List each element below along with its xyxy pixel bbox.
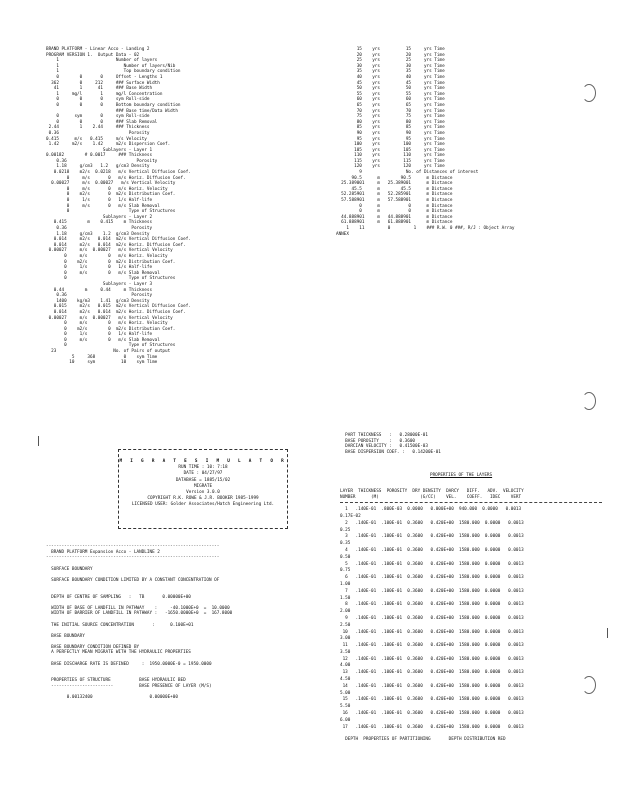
output-line: 9 No. of Distances of interest [336,170,479,176]
summary-line: WIDTH OF BARRIER OF LANDFILL IN PATHWAY : -1650.0000E+0 = 167.8000 [46,611,233,617]
output-line: 0 m2/s 0 m2/s Distribution Coef. [46,326,176,332]
output-line: 5 368 0 sym Time [46,354,158,360]
output-line: 85 yrs 85 yrs Time [336,125,445,131]
output-line: 75 yrs 75 yrs Time [336,114,445,120]
output-line: 41 1 41 ### Base Width [46,86,153,92]
layer-properties-bottom-right [340,433,602,743]
output-line: 44.888901 m 44.888901 m Distance [336,214,453,220]
output-line: 1 mg/l 1 mg/l Concentration [46,91,163,97]
output-line: 0.014 m2/s 0.014 m2/s Horiz. Diffusion Coef. [46,242,186,248]
output-line: 0 Type of Structures [46,276,176,282]
summary-line: BRAND PLATFORM Expansion Acco - LANDLINE 2 [46,549,160,555]
input-echo-top-right [336,47,598,237]
banner-license: LICENSED USER: Golder Associates/Hatch Engineering Ltd. [131,502,275,508]
banner-database: DATABASE = 1885/15/02 [175,477,231,483]
output-line: 0.415 m/s 0.415 m/s Velocity [46,136,147,142]
output-line: 0 0 0 sym Roll-side [46,97,150,103]
summary-bottom-left [46,533,306,701]
output-line: 15 yrs 15 yrs Time [336,47,445,52]
section-title: PROPERTIES OF THE LAYERS [430,473,493,479]
output-line: 70 yrs 70 yrs Time [336,108,445,114]
margin-tick [38,436,39,446]
output-line: 1 Number of layers [46,58,158,64]
summary-line: ------------------------ BASE PRESENCE OF LAYER (M/S) [46,684,212,690]
output-line: 0 m/s 0 m/s Horiz. Velocity [46,321,168,327]
summary-line: WIDTH OF BASE OF LANDFILL IN PATHWAY : -40.1000E+0 = 10.0000 [46,605,230,611]
output-line: 50 yrs 50 yrs Time [336,86,445,92]
summary-line: BASE BOUNDARY CONDITION DEFINED BY [46,644,140,650]
output-line: 0 sym 0 sym Roll-side [46,114,150,120]
summary-line: BASE BOUNDARY [46,633,85,639]
output-line: 25.389001 m 25.389001 m Distance [336,181,453,187]
table-row: 4 .140E-01 .100E-01 0.3600 0.420E+00 1580.000 0.0000 0.0013 [340,547,524,553]
output-line: 0 0 0 Bottom boundary condition [46,102,181,108]
output-line: 45 yrs 45 yrs Time [336,80,445,86]
output-line: 0.00182 # 0.0017 ### Thickness [46,153,153,159]
table-row: 8 .140E-01 .100E-01 0.3600 0.420E+00 1580.000 0.0000 0.0013 [340,602,524,608]
table-row: 6 .140E-01 .100E-01 0.3600 0.420E+00 1580.000 0.0000 0.0013 [340,575,524,581]
table-row: 10 .140E-01 .100E-01 0.3600 0.420E+00 1580.000 0.0000 0.0013 [340,629,524,635]
output-line: 95 yrs 95 yrs Time [336,136,445,142]
output-line: 0.00027 m/s 0.00027 m/s Vertical Velocity [46,248,173,254]
summary-line: SURFACE BOUNDARY CONDITION LIMITED BY A CONSTANT CONCENTRATION OF [46,577,220,583]
output-line: 0 1/s 0 1/s Half-life [46,332,153,338]
output-line: 0 m2/s 0 m2/s Distribution Coef. [46,192,176,198]
output-line: ANNEX [336,231,349,237]
output-line: 0.0218 m2/s 0.0218 m/s Vertical Diffusion Coef. [46,170,191,176]
summary-line: SURFACE BOUNDARY [46,566,93,572]
table-row: 12 .140E-01 .100E-01 0.3600 0.420E+00 1580.000 0.0000 0.0013 [340,656,524,662]
table-row: 13 .140E-01 .100E-01 0.3600 0.420E+00 1580.000 0.0000 0.0013 [340,670,524,676]
output-line: 0.015 m2/s 0.015 m2/s Vertical Diffusion Coef. [46,304,191,310]
table-row: 4.50 [340,677,351,683]
output-line: 0 0 0 ### Slab Removal [46,119,158,125]
summary-line: THE INITIAL SOURCE CONCENTRATION : 0.100E+01 [46,622,194,628]
output-line: 0 1/s 0 1/s Half-life [46,198,153,204]
punch-hole-mark [582,392,596,410]
output-line: 110 yrs 110 yrs Time [336,153,445,159]
banner-module: MIGRATE [193,483,213,489]
table-row: 0.75 [340,568,351,574]
output-line: 65 yrs 65 yrs Time [336,102,445,108]
output-line: BRAND PLATFORM - Linear Acco - Landing 2 [46,47,150,52]
header-line: PART THICKNESS : 0.28000E-01 [340,433,428,438]
output-line: 23 No. of Pairs of output [46,349,171,355]
output-line: 0 m/s 0 m/s Horiz. Velocity [46,253,168,259]
table-row: 0.35 [340,541,351,547]
output-line: 0.36 Porosity [46,158,158,164]
output-line: 0.36 Porosity [46,130,150,136]
output-line: 0 Type of Structures [46,343,176,349]
output-line: 90.5 m 90.5 m Distance [336,175,453,181]
output-line: 45.5 m 45.5 m Distance [336,186,453,192]
table-column-header: LAYER THICKNESS POROSITY DRY DENSITY DARCY DIFF. ADV. VELOCITY [340,488,524,494]
table-row: 4.00 [340,663,351,669]
output-line: 0 m/s 0 m/s Slab Removal [46,203,160,209]
table-row: 2.00 [340,609,351,615]
output-line: 0.014 m2/s 0.014 m2/s Vertical Diffusion Coef. [46,237,191,243]
output-line: ### Base time/Data Width [46,108,178,114]
output-line: 1 Number of layers/Nib [46,63,176,69]
table-row: 5 .140E-01 .100E-01 0.3600 0.420E+00 1580.000 0.0000 0.0013 [340,561,524,567]
output-line: 0 m2/s 0 m2/s Distribution Coef. [46,259,176,265]
output-line: 0.00027 m/s 0.00027 m/s Vertical Velocity [46,315,173,321]
banner-title: M I G R A T E S I M U L A T O R [119,459,287,464]
table-row: 6.00 [340,717,351,723]
output-line: Sublayers - Layer 3 [46,281,153,287]
table-column-header: NUMBER (M) (G/CC) VEL. COEFF. IDEC VERT [340,494,522,500]
table-row: 0.25 [340,527,351,533]
table-row: 9 .140E-01 .100E-01 0.3600 0.420E+00 1580.000 0.0000 0.0013 [340,615,524,621]
output-line: 35 yrs 35 yrs Time [336,69,445,75]
output-line: 2.44 1 2.44 ### Thickness [46,125,150,131]
table-rule [340,502,602,503]
banner-run-time: RUN TIME : 10: 7:18 [178,465,228,471]
summary-line: DEPTH OF CENTRE OF SAMPLING : TB 0.00000E+00 [46,594,191,600]
output-line: 0 m 0 m Distance [336,209,453,215]
table-row: 1.00 [340,581,351,587]
footer-line: DEPTH PROPERTIES OF PARTITIONING DEPTH DISTRIBUTION RED [340,737,506,743]
summary-line: A PERFECTLY MEAN MIGRATE WITH THE HYDRAULIC PROPERTIES [46,650,191,656]
output-line: 1.18 g/cm3 1.2 g/cm3 Density [46,231,150,237]
table-row: 3 .140E-01 .100E-01 0.3600 0.420E+00 1580.000 0.0000 0.0013 [340,534,524,540]
margin-tick [607,628,608,638]
output-line: 0 0 0 Offset - Lengths 1 [46,74,163,80]
output-line: 52.285901 m 52.285901 m Distance [336,192,453,198]
output-line: 1 11 0 1 ### R.W. 0 ###, R/J : Object Array [336,226,515,231]
output-line: 100 yrs 100 yrs Time [336,142,445,148]
table-row: 17 .140E-01 .100E-01 0.3600 0.420E+00 1580.000 0.0000 0.0013 [340,724,524,730]
table-row: 1.50 [340,595,351,601]
punch-hole-mark [582,676,596,694]
punch-hole-mark [582,84,596,102]
output-line: 20 yrs 20 yrs Time [336,52,445,58]
output-line: PROGRAM VERSION 1. Output Data - 02 [46,52,140,58]
summary-line: BASE DISCHARGE RATE IS DEFINED : 1950.0000E-0 = 1950.0000 [46,661,212,667]
migrate-banner [118,449,288,529]
output-line: 0.014 m2/s 0.014 m2/s Horiz. Diffusion Coef. [46,309,186,315]
output-line: 0 m/s 0 m/s Slab Removal [46,337,160,343]
output-line: 0.36 Porosity [46,226,153,231]
output-line: 0.415 m 0.415 m Thickness [46,220,153,226]
output-line: 0.36 Porosity [46,293,153,299]
table-row: 0.50 [340,554,351,560]
table-row: 3.00 [340,636,351,642]
header-line: DARCIAN VELOCITY : 0.41500E-03 [340,444,428,450]
output-line: 0 m/s 0 m/s Horiz. Velocity [46,186,168,192]
output-line: 105 yrs 105 yrs Time [336,147,445,153]
table-row: 1 .140E-01 .800E-03 0.0000 0.000E+00 940.000 0.0000 0.0013 [340,507,522,513]
output-line: Sublayers - Layer 2 [46,214,153,220]
output-line: 25 yrs 25 yrs Time [336,58,445,64]
table-row: 7 .140E-01 .100E-01 0.3600 0.420E+00 1580.000 0.0000 0.0013 [340,588,524,594]
table-row: 0.17E-02 [340,513,361,519]
output-line: 57.588901 m 57.588901 m Distance [336,198,453,204]
output-line: 1.18 g/cm3 1.2 g/cm3 Density [46,164,150,170]
table-row: 16 .140E-01 .100E-01 0.3600 0.420E+00 1580.000 0.0000 0.0013 [340,711,524,717]
table-row: 15 .140E-01 .100E-01 0.3600 0.420E+00 1580.000 0.0000 0.0013 [340,697,524,703]
table-row: 3.50 [340,649,351,655]
output-line: 10 sym 10 sym Time [46,360,158,366]
output-line: Sublayers - Layer 1 [46,147,153,153]
output-line: 40 yrs 40 yrs Time [336,74,445,80]
output-line: 1 Top boundary condition [46,69,181,75]
output-line: 0 m/s 0 m/s Horiz. Diffusion Coef. [46,175,186,181]
banner-copyright: COPYRIGHT R.K. ROWE & J.R. BOOKER 1985-1999 [147,496,259,502]
table-row: 5.50 [340,704,351,710]
output-line: 0 m/s 0 m/s Slab Removal [46,270,160,276]
output-line: 30 yrs 30 yrs Time [336,63,445,69]
banner-date: DATE : 04/27/97 [183,471,223,477]
input-echo-top-left [46,47,296,366]
summary-line: ------------------------------------------------------------------- [46,544,220,550]
summary-line: ------------------------------------------------------------------- [46,555,220,561]
banner-version: Version 3.0.0 [186,490,220,496]
output-line: 1.42 m2/s 1.42 m2/s Dispersion Coef. [46,142,171,148]
output-line: 115 yrs 115 yrs Time [336,158,445,164]
output-line: 60 yrs 60 yrs Time [336,97,445,103]
header-line: BASE DISPERSION COEF. : 0.14200E-01 [340,449,441,455]
output-line: 0.44 m 0.44 m Thickness [46,287,153,293]
output-line: 80 yrs 80 yrs Time [336,119,445,125]
table-row: 5.00 [340,690,351,696]
output-line: 0 Type of Structures [46,209,176,215]
output-line: 55 yrs 55 yrs Time [336,91,445,97]
table-row: 2.50 [340,622,351,628]
header-line: BASE POROSITY : 0.3600 [340,438,416,444]
output-line: 362 0 212 ### Surface Width [46,80,160,86]
table-row: 2 .140E-01 .100E-01 0.3600 0.420E+00 1580.000 0.0000 0.0013 [340,520,524,526]
output-line: 1400 kg/m3 1.41 g/cm3 Density [46,298,150,304]
summary-line: 0.00132400 0.00000E+00 [46,695,178,701]
output-line: 90 yrs 90 yrs Time [336,130,445,136]
output-line: 120 yrs 120 yrs Time [336,164,445,170]
output-line: 0 m 0 m Distance [336,203,453,209]
summary-line: PROPERTIES OF STRUCTURE BASE HYDRAULIC BED [46,678,186,684]
table-row: 14 .140E-01 .100E-01 0.3600 0.420E+00 1580.000 0.0000 0.0013 [340,683,524,689]
table-row: 11 .140E-01 .100E-01 0.3600 0.420E+00 1580.000 0.0000 0.0013 [340,643,524,649]
output-line: 0 1/s 0 1/s Half-life [46,265,153,271]
output-line: 0.00027 m/s 0.00027 m/s Vertical Velocity [46,181,176,187]
output-line: 61.888901 m 61.888901 m Distance [336,220,453,226]
